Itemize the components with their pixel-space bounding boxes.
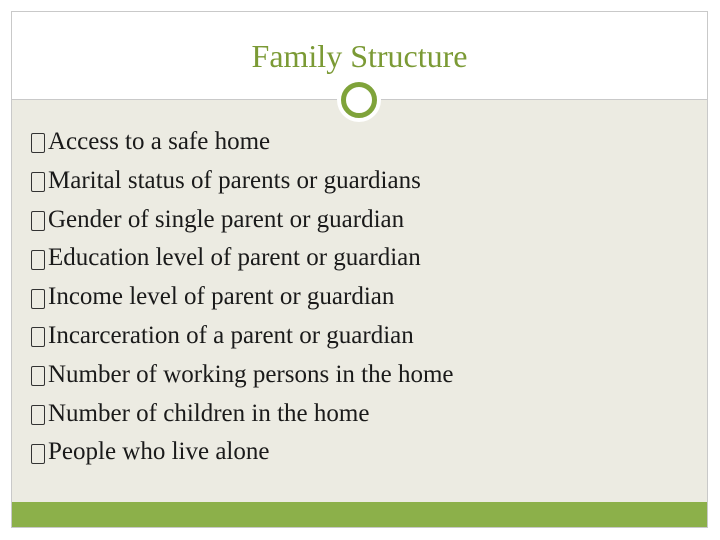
bullet-box-icon xyxy=(31,250,45,270)
list-item-text: Marital status of parents or guardians xyxy=(48,166,421,194)
list-item xyxy=(31,201,453,240)
bullet-box-icon xyxy=(31,444,45,464)
list-item-text: Incarceration of a parent or guardian xyxy=(48,321,414,349)
bullet-box-icon xyxy=(31,289,45,309)
list-item-text: Number of working persons in the home xyxy=(48,360,454,388)
list-item xyxy=(31,239,453,278)
circle-ornament-icon xyxy=(337,78,381,122)
bullet-box-icon xyxy=(31,405,45,425)
bullet-box-icon xyxy=(31,133,45,153)
list-item xyxy=(31,162,453,201)
slide-frame xyxy=(11,11,708,528)
list-item xyxy=(31,278,453,317)
list-item xyxy=(31,317,453,356)
bullet-box-icon xyxy=(31,211,45,231)
bullet-box-icon xyxy=(31,366,45,386)
list-item-text: Gender of single parent or guardian xyxy=(48,205,405,233)
list-item-text: Access to a safe home xyxy=(48,128,271,155)
list-item-text: Number of children in the home xyxy=(48,399,370,427)
list-item xyxy=(31,356,453,395)
list-item xyxy=(31,395,453,434)
bullet-box-icon xyxy=(31,172,45,192)
bullet-box-icon xyxy=(31,327,45,347)
bullet-list xyxy=(31,123,453,472)
slide-title: Family Structure xyxy=(251,38,468,74)
list-item xyxy=(31,123,453,162)
list-item-text: Income level of parent or guardian xyxy=(48,283,395,311)
footer-bar xyxy=(12,502,707,527)
list-item-text: Education level of parent or guardian xyxy=(48,244,421,272)
list-item xyxy=(31,433,453,472)
circle-ornament-ring xyxy=(341,82,377,118)
list-item-text: People who live alone xyxy=(48,438,270,466)
